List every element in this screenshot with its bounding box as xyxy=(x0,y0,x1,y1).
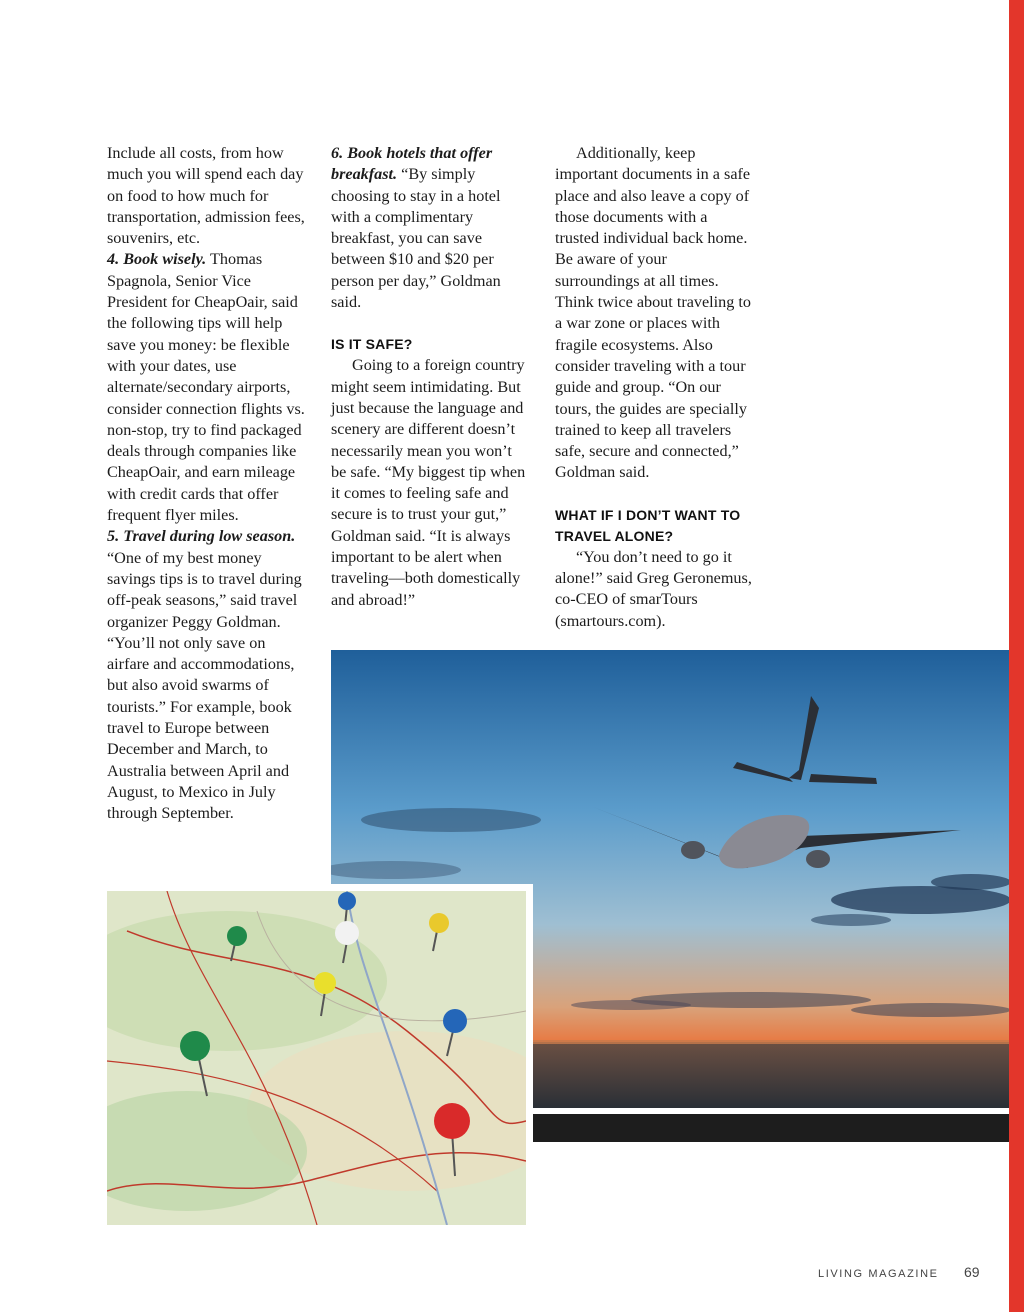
paragraph-documents: Additionally, keep important documents in a safe place and also leave a copy of those documents with a trusted individual back home. Be aware of your surroundings at all times. Think twice about traveling to a war zone or places with fragile ecosystems. Also consider traveling with a tour guide and group. “On our tours, the guides are specially trained to keep all travelers safe, secure and connected,” Goldman said. xyxy=(555,144,751,482)
paragraph-costs: Include all costs, from how much you will spend each day on food to how much for transportation, admission fees, souvenirs, etc. xyxy=(107,144,305,248)
tip-4-title: 4. Book wisely. xyxy=(107,250,207,269)
edge-accent-bar xyxy=(1009,0,1024,1312)
tip-6-title: 6. Book hotels that offer breakfast. xyxy=(331,144,493,184)
tip-5-body: “One of my best money savings tips is to travel during off-peak seasons,” said travel organizer Peggy Goldman. “You’ll not only save on airfare and accommodations, but also avoid swarms of tourists.” For example, book travel to Europe between December and March, to Australia between April and August, to Mexico in July through September. xyxy=(107,548,302,823)
paragraph-tip-4 xyxy=(107,249,307,526)
paragraph-tip-5 xyxy=(107,526,307,824)
tip-5-title: 5. Travel during low season. xyxy=(107,527,296,546)
map-pushpins-illustration xyxy=(107,891,526,1225)
heading-travel-alone: WHAT IF I DON’T WANT TO TRAVEL ALONE? xyxy=(555,506,741,544)
tip-6-body: “By simply choosing to stay in a hotel with a complimentary breakfast, you can save between $10 and $20 per person per day,” Goldman said. xyxy=(331,165,501,312)
page-number: 69 xyxy=(964,1264,980,1280)
article-column-3 xyxy=(555,143,755,632)
caption-band xyxy=(531,1114,1009,1142)
paragraph-tip-6 xyxy=(331,143,531,313)
paragraph-smartours: “You don’t need to go it alone!” said Greg Geronemus, co-CEO of smarTours (smartours.com). xyxy=(555,547,752,630)
paragraph-safety: Going to a foreign country might seem intimidating. But just because the language and scenery are different doesn’t necessarily mean you won’t be safe. “My biggest tip when it comes to feeling safe and secure is to trust your gut,” Goldman said. “It is always important to be alert when traveling—both domestically and abroad!” xyxy=(331,356,526,609)
tip-4-body: Thomas Spagnola, Senior Vice President for CheapOair, said the following tips will help save you money: be flexible with your dates, use alternate/secondary airports, consider connection flights vs. non-stop, try to find packaged deals through companies like CheapOair, and earn mileage with credit cards that offer frequent flyer miles. xyxy=(107,250,305,525)
article-column-2 xyxy=(331,143,531,611)
article-column-1 xyxy=(107,143,307,825)
map-pushpins-photo xyxy=(107,891,526,1225)
magazine-name: LIVING MAGAZINE xyxy=(818,1268,939,1280)
heading-is-it-safe: IS IT SAFE? xyxy=(331,336,413,353)
